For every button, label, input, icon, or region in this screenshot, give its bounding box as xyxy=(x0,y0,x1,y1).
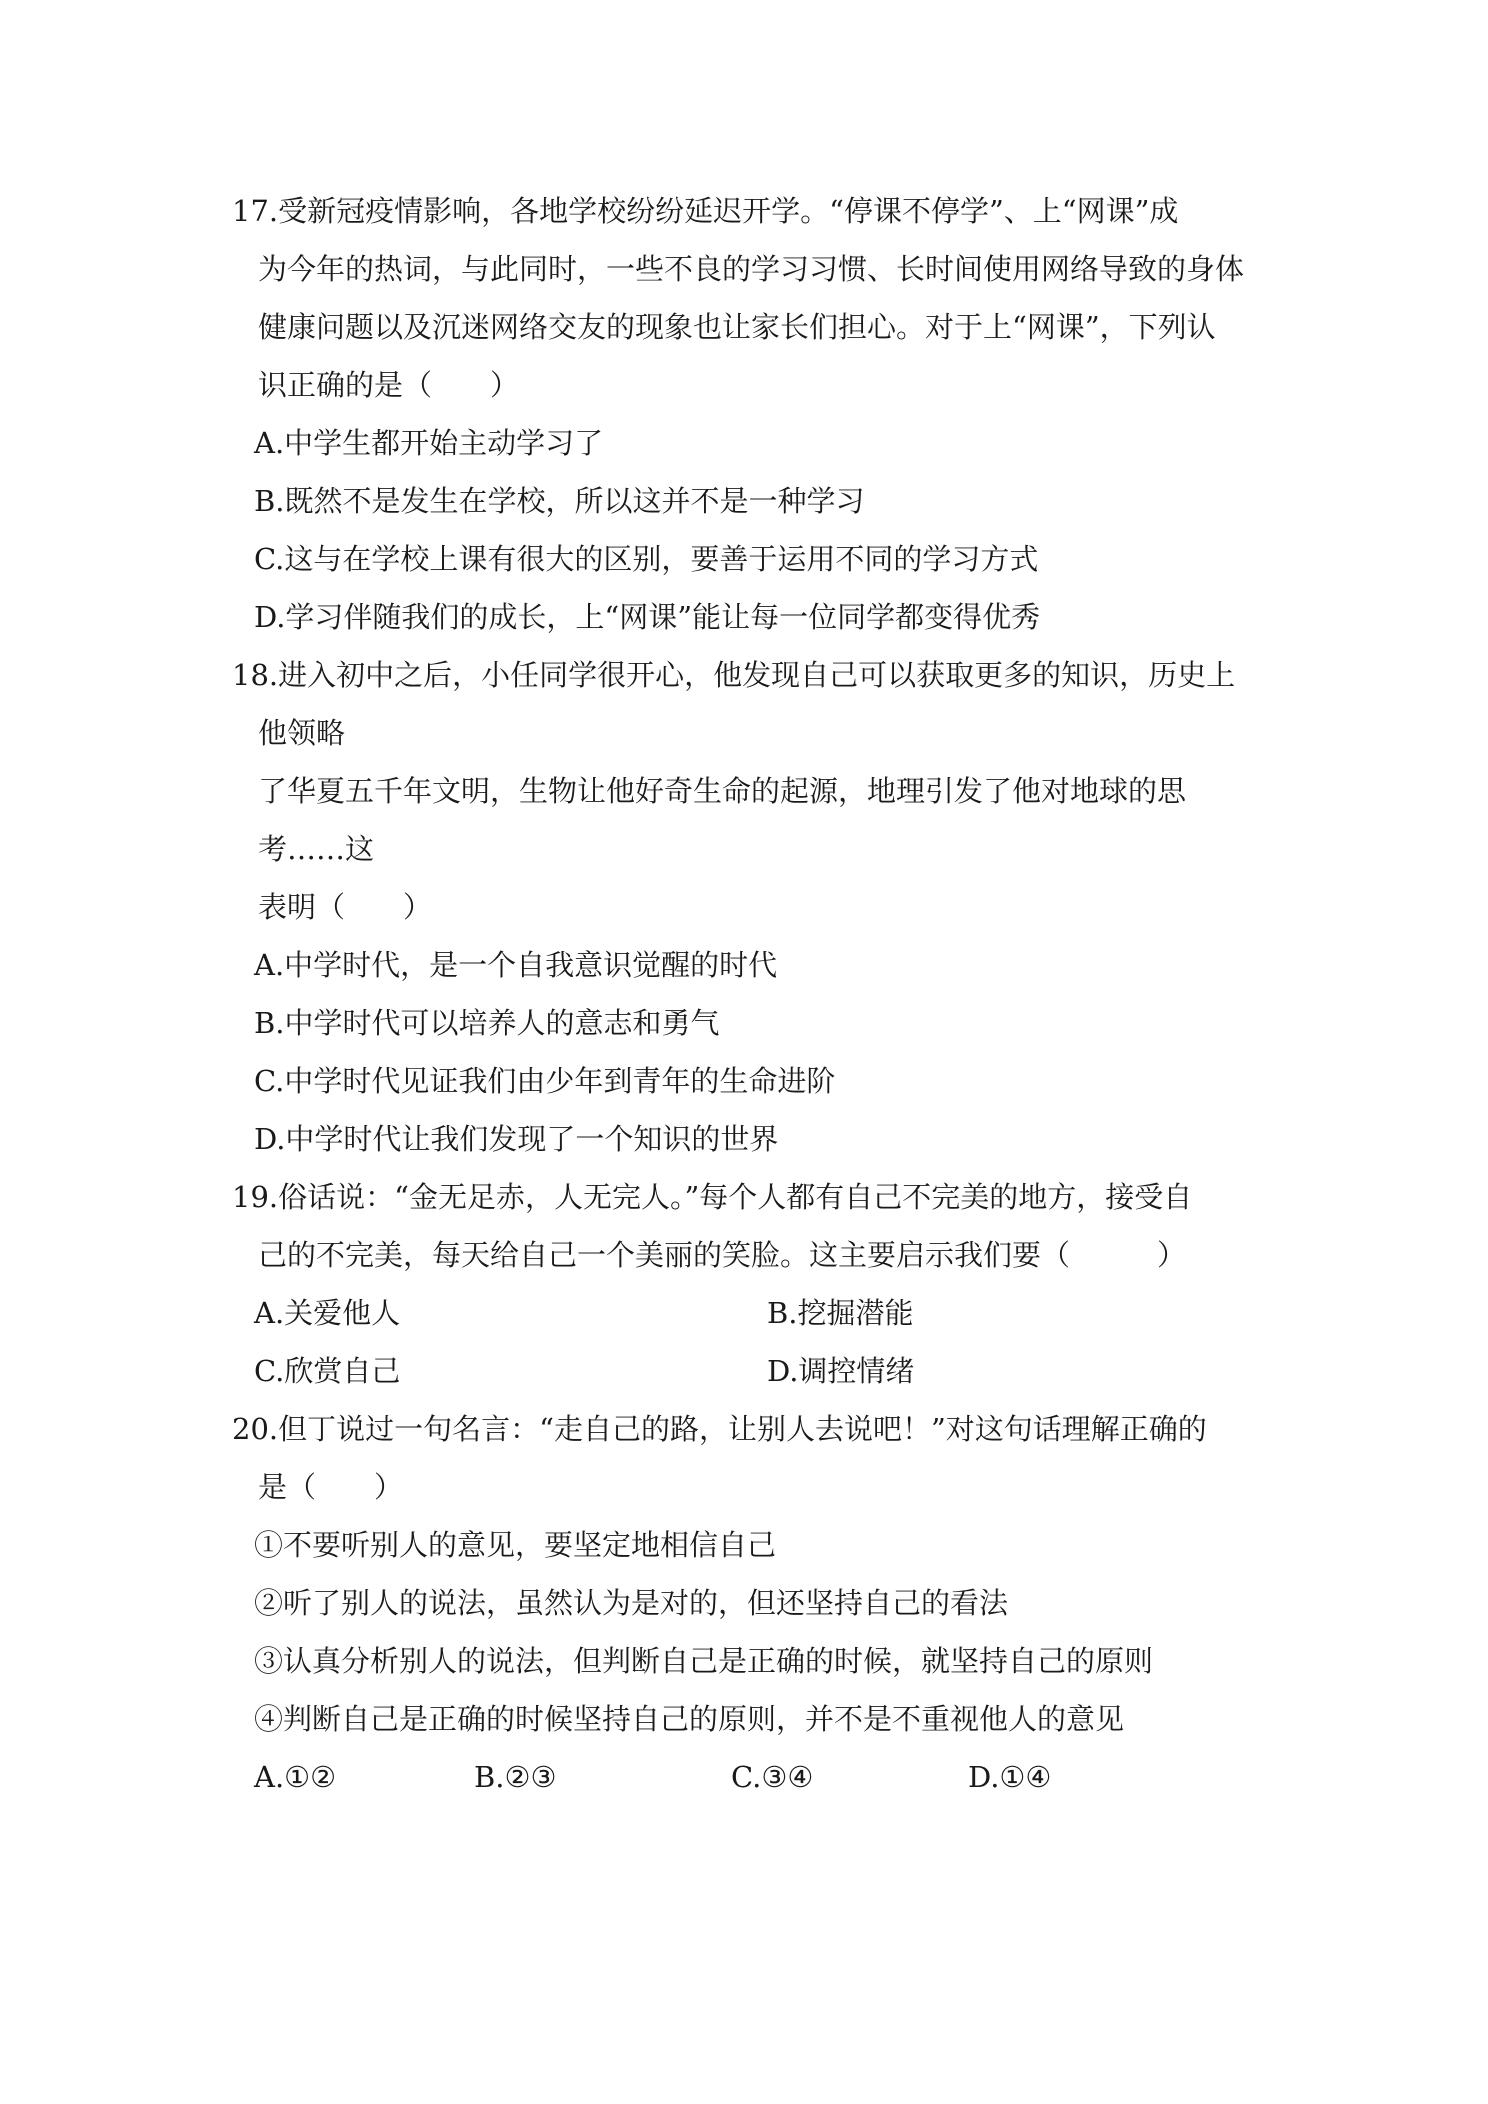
q20-statement-4: ④判断自己是正确的时候坚持自己的原则，并不是不重视他人的意见 xyxy=(254,1702,1125,1736)
q20-option-b: B.②③ xyxy=(474,1760,557,1794)
q20-option-d: D.①④ xyxy=(968,1760,1052,1794)
q19-stem-line-1: 19.俗话说：“金无足赤，人无完人。”每个人都有自己不完美的地方，接受自 xyxy=(232,1180,1193,1214)
q18-stem-line-1: 18.进入初中之后，小任同学很开心，他发现自己可以获取更多的知识，历史上 xyxy=(232,658,1236,692)
q18-option-d: D.中学时代让我们发现了一个知识的世界 xyxy=(254,1122,779,1156)
q19-option-a: A.关爱他人 xyxy=(254,1296,401,1330)
q19-option-b: B.挖掘潜能 xyxy=(767,1296,914,1330)
q20-option-a: A.①② xyxy=(254,1760,337,1794)
q18-stem-line-3: 了华夏五千年文明，生物让他好奇生命的起源，地理引发了他对地球的思 xyxy=(258,774,1187,808)
q17-option-b: B.既然不是发生在学校，所以这并不是一种学习 xyxy=(254,484,865,518)
q20-statement-3: ③认真分析别人的说法，但判断自己是正确的时候，就坚持自己的原则 xyxy=(254,1644,1154,1678)
q20-statement-1: ①不要听别人的意见，要坚定地相信自己 xyxy=(254,1528,777,1562)
q17-option-a: A.中学生都开始主动学习了 xyxy=(254,426,604,460)
q18-option-b: B.中学时代可以培养人的意志和勇气 xyxy=(254,1006,720,1040)
q20-option-c: C.③④ xyxy=(731,1760,814,1794)
q17-option-d: D.学习伴随我们的成长，上“网课”能让每一位同学都变得优秀 xyxy=(254,600,1041,634)
q18-option-a: A.中学时代，是一个自我意识觉醒的时代 xyxy=(254,948,778,982)
q18-stem-line-2: 他领略 xyxy=(258,716,346,750)
q20-stem-line-2: 是（ ） xyxy=(258,1470,404,1504)
q17-stem-line-4: 识正确的是（ ） xyxy=(258,368,520,402)
q20-statement-2: ②听了别人的说法，虽然认为是对的，但还坚持自己的看法 xyxy=(254,1586,1009,1620)
q19-stem-line-2: 己的不完美，每天给自己一个美丽的笑脸。这主要启示我们要（ ） xyxy=(258,1238,1187,1272)
q20-stem-line-1: 20.但丁说过一句名言：“走自己的路，让别人去说吧！”对这句话理解正确的 xyxy=(232,1412,1207,1446)
q17-option-c: C.这与在学校上课有很大的区别，要善于运用不同的学习方式 xyxy=(254,542,1039,576)
q17-stem-line-1: 17.受新冠疫情影响，各地学校纷纷延迟开学。“停课不停学”、上“网课”成 xyxy=(232,194,1179,228)
q19-option-c: C.欣赏自己 xyxy=(254,1354,401,1388)
q17-stem-line-2: 为今年的热词，与此同时，一些不良的学习习惯、长时间使用网络导致的身体 xyxy=(258,252,1245,286)
q18-option-c: C.中学时代见证我们由少年到青年的生命进阶 xyxy=(254,1064,836,1098)
q17-stem-line-3: 健康问题以及沉迷网络交友的现象也让家长们担心。对于上“网课”，下列认 xyxy=(258,310,1216,344)
q19-option-d: D.调控情绪 xyxy=(767,1354,915,1388)
q18-stem-line-5: 表明（ ） xyxy=(258,890,433,924)
q18-stem-line-4: 考……这 xyxy=(258,832,375,866)
